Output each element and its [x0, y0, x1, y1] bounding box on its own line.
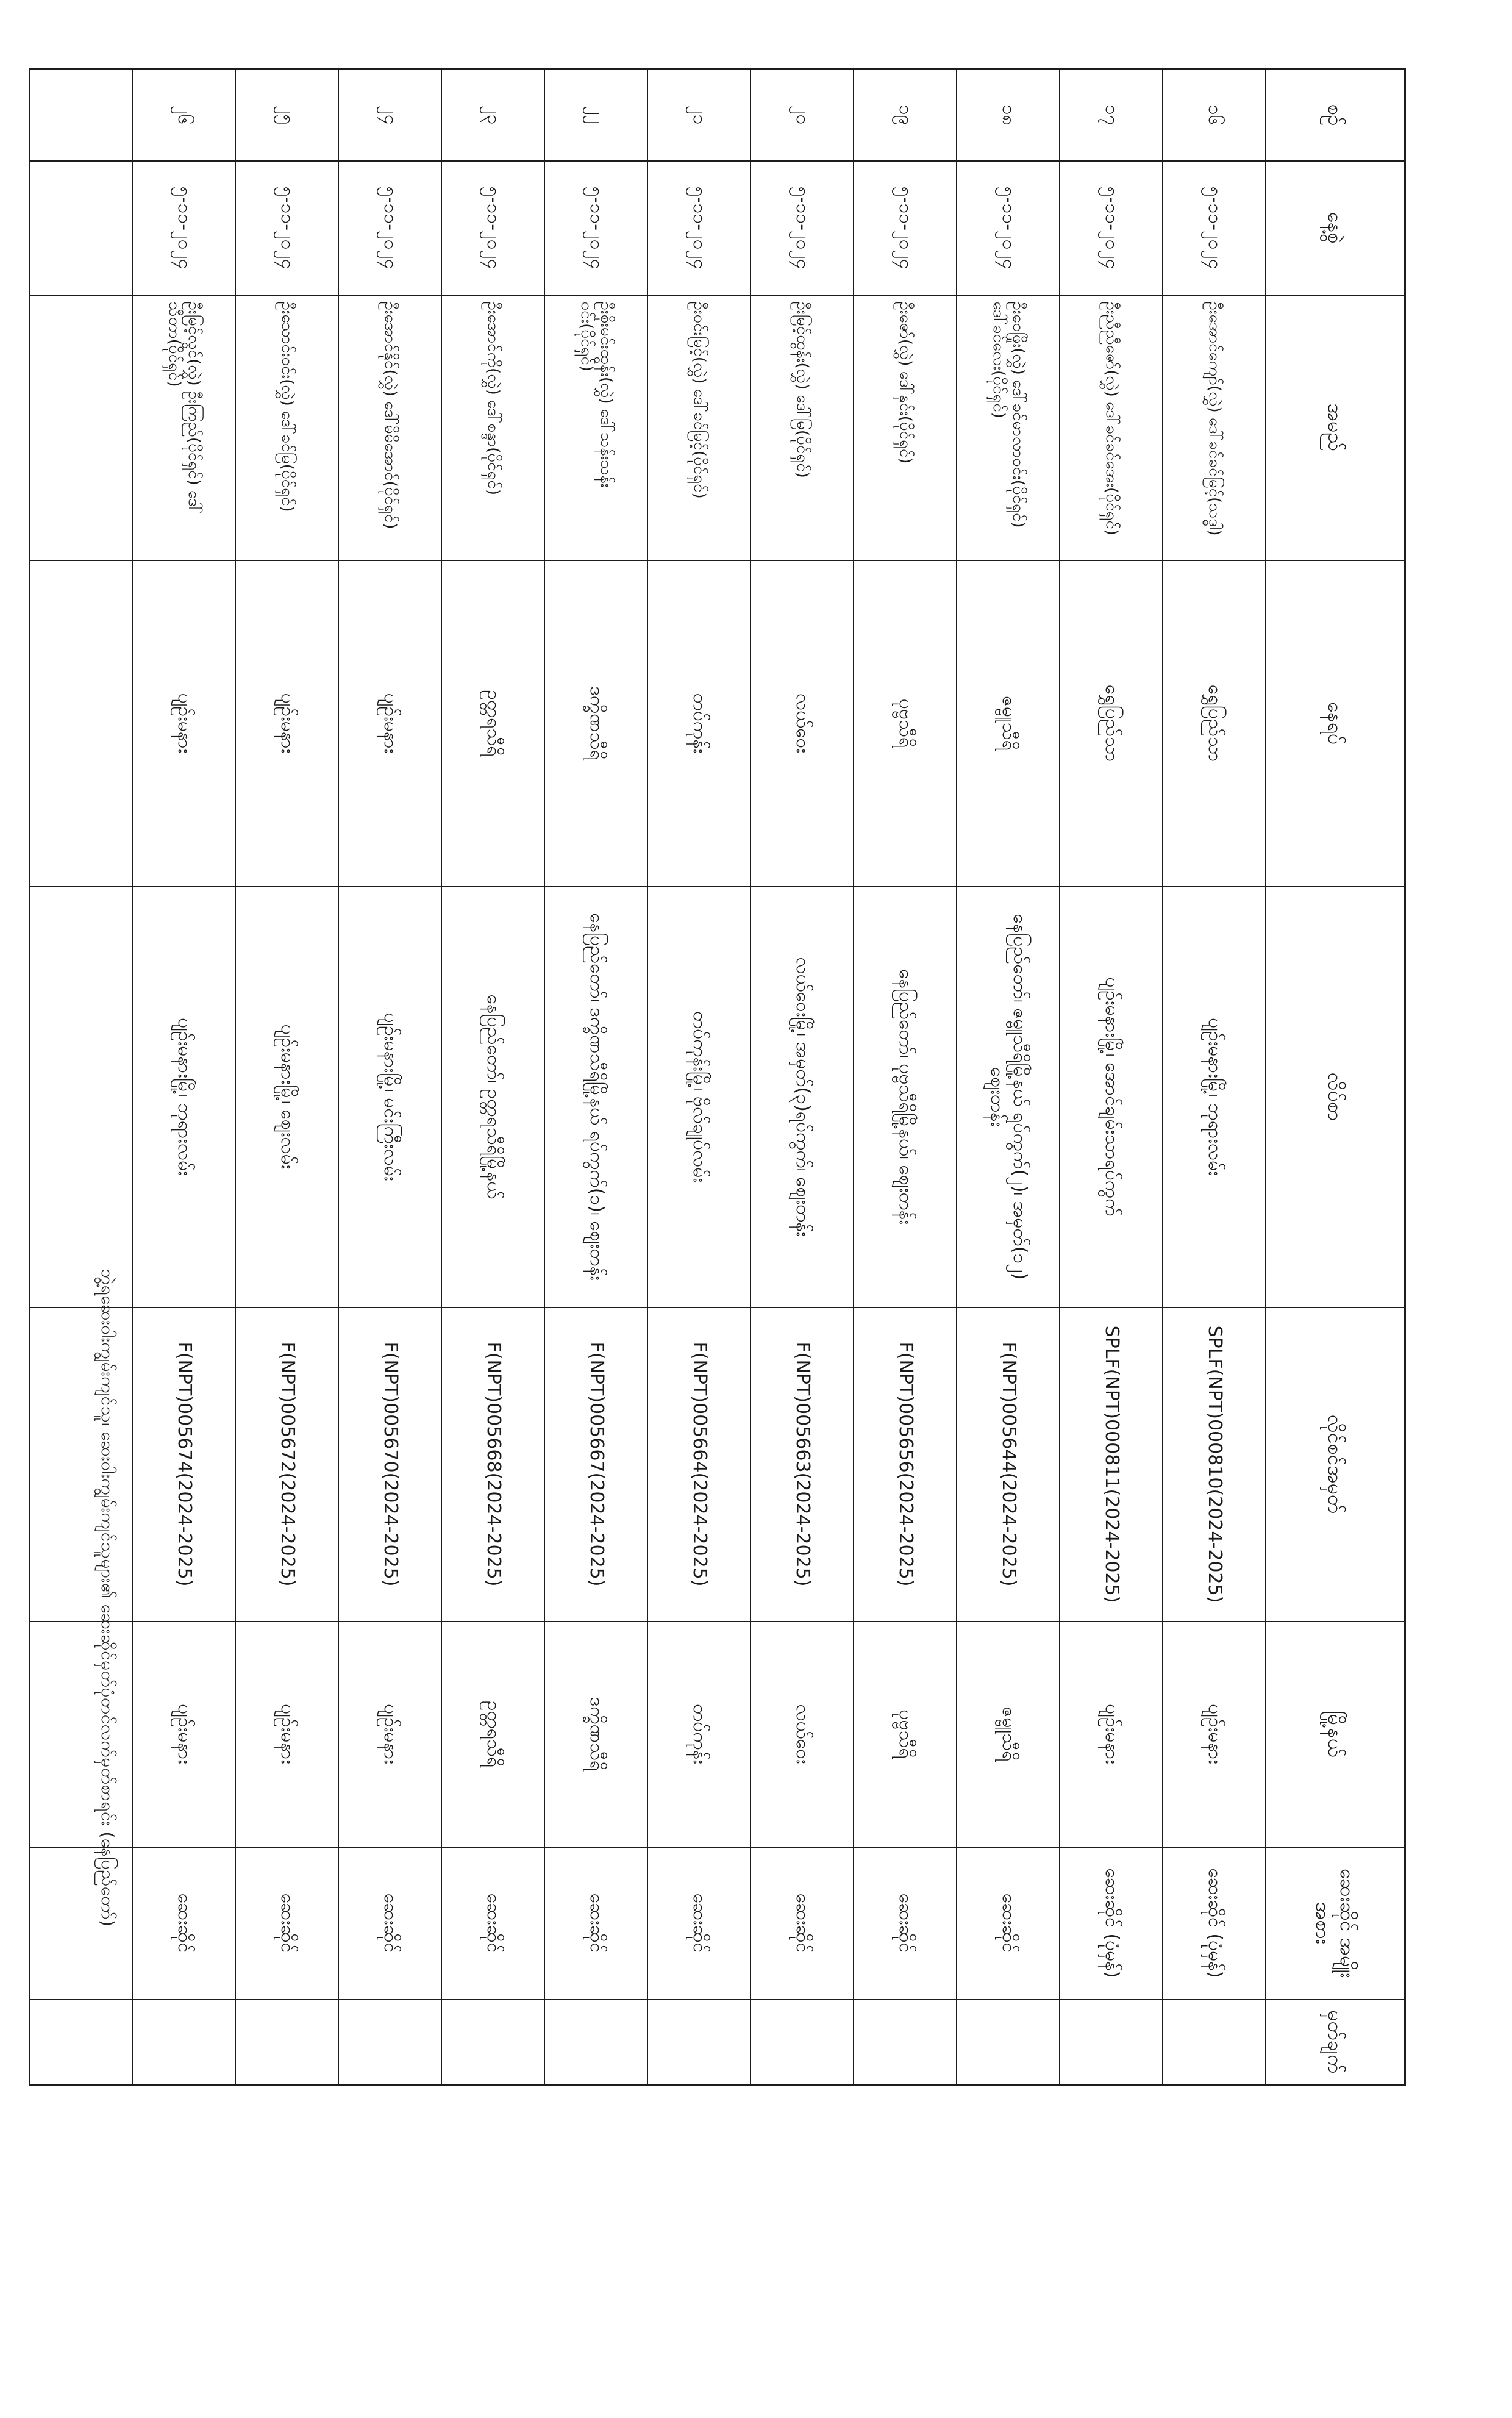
cell-permit: F(NPT)005663(2024-2025) [751, 1307, 854, 1622]
cell-no: ၁၉ [854, 70, 957, 161]
table-row [545, 70, 648, 2085]
cell-place: ပျဉ်းမနားမြို့၊ အောင်ချမ်းသာရပ်ကွက် [1060, 887, 1163, 1307]
table-row [854, 70, 957, 2085]
table-row [1060, 70, 1163, 2085]
cell-place: ပျဉ်းမနားမြို့၊ ဘုရားလမ်း [133, 887, 236, 1307]
cell-date: ၅-၁၁-၂၀၂၄ [648, 161, 751, 295]
cell-township: ပျဉ်းမနား [1060, 1622, 1163, 1847]
table-row [339, 70, 442, 2085]
cell-township [30, 1622, 133, 1847]
cell-date: ၅-၁၁-၂၀၂၄ [1163, 161, 1266, 295]
cell-permit: F(NPT)005674(2024-2025) [133, 1307, 236, 1622]
cell-type: ဆေးဆိုင် [133, 1847, 236, 2000]
header-type: ဆေးဆိုင် အမျိုးအစား [1266, 1847, 1405, 2000]
cell-permit: F(NPT)005668(2024-2025) [442, 1307, 545, 1622]
cell-type: ဆေးဆိုင် [957, 1847, 1060, 2000]
cell-remark [133, 2000, 236, 2085]
cell-name: ဦးမြင့်ထွန်း(လွှဲ) ဒေါ်မြ(ပိုင်ရှင်) [751, 295, 854, 560]
cell-remark [1060, 2000, 1163, 2085]
cell-address: ဒက္ခိဏသီရိ [545, 560, 648, 887]
cell-township: ပုဗ္ဗသီရိ [854, 1622, 957, 1847]
cell-address: ပျဉ်းမနား [133, 560, 236, 887]
cell-township: ဒက္ခိဏသီရိ [545, 1622, 648, 1847]
cell-type: ဆေးဆိုင် [236, 1847, 339, 2000]
cell-type: ဆေးဆိုင် [339, 1847, 442, 2000]
cell-place: နေပြည်တော်၊ ဥတ္တရသီရိမြို့နယ် [442, 887, 545, 1307]
header-remark: မှတ်ချက် [1266, 2000, 1405, 2085]
cell-remark [339, 2000, 442, 2085]
cell-type: ဆေးဆိုင် (ပုံမှန်) [1060, 1847, 1163, 2000]
cell-no: ၂၁ [648, 70, 751, 161]
cell-type: ဆေးဆိုင် [751, 1847, 854, 2000]
document-title: ဘွဲ့ရဆေးဝါးကျွမ်းကျင်သူ၊ ဆေးဝါးကျွမ်းကျင်သူများ၏ ဆေးဆိုင်မှတ်ပုံတင်လက်မှတ်စာရင်း (နေပြည်တော်) [98, 1268, 118, 1927]
cell-date: ၅-၁၁-၂၀၂၄ [133, 161, 236, 295]
cell-date: ၅-၁၁-၂၀၂၄ [545, 161, 648, 295]
cell-permit: F(NPT)005672(2024-2025) [236, 1307, 339, 1622]
cell-permit: F(NPT)005667(2024-2025) [545, 1307, 648, 1622]
table-row [442, 70, 545, 2085]
cell-date: ၅-၁၁-၂၀၂၄ [854, 161, 957, 295]
header-no: စဉ် [1266, 70, 1405, 161]
header-date: နေ့စွဲ [1266, 161, 1405, 295]
cell-township: ဥတ္တရသီရိ [442, 1622, 545, 1847]
cell-date: ၅-၁၁-၂၀၂၄ [957, 161, 1060, 295]
cell-place: ပျဉ်းမနားမြို့၊ မင်းကြီးလမ်း [339, 887, 442, 1307]
cell-remark [545, 2000, 648, 2085]
cell-address: ပျဉ်းမနား [339, 560, 442, 887]
cell-remark [854, 2000, 957, 2085]
cell-name: ဦးညီညီဇော်(လွှဲ) ဒေါ်ခင်ခင်အေး(ပိုင်ရှင်) [1060, 295, 1163, 560]
cell-remark [648, 2000, 751, 2085]
cell-township: ပျဉ်းမနား [236, 1622, 339, 1847]
cell-type: ဆေးဆိုင် [648, 1847, 751, 2000]
cell-name: ဦးဝင်းမြင့်(လွှဲ) ဒေါ်ခင်မြင့်(ပိုင်ရှင်) [648, 295, 751, 560]
cell-address: ဇမ္ဗူသီရိ [957, 560, 1060, 887]
cell-no: ၂၀ [751, 70, 854, 161]
cell-permit: F(NPT)005664(2024-2025) [648, 1307, 751, 1622]
cell-permit [30, 1307, 133, 1622]
table-row [1163, 70, 1266, 2085]
cell-remark [751, 2000, 854, 2085]
cell-remark [236, 2000, 339, 2085]
cell-permit: SPLF(NPT)000810(2024-2025) [1163, 1307, 1266, 1622]
cell-remark [1163, 2000, 1266, 2085]
cell-no: ၂၄ [339, 70, 442, 161]
cell-place: နေပြည်တော်၊ ဒက္ခိဏသီရိမြို့နယ် ရပ်ကွက်(၁)၊ ဈေးတန်း [545, 887, 648, 1307]
cell-permit: F(NPT)005656(2024-2025) [854, 1307, 957, 1622]
header-row [1266, 70, 1405, 2085]
cell-remark [30, 2000, 133, 2085]
cell-township: ပျဉ်းမနား [1163, 1622, 1266, 1847]
header-place: လိပ်စာ [1266, 887, 1405, 1307]
cell-township: ဇမ္ဗူသီရိ [957, 1622, 1060, 1847]
cell-place: နေပြည်တော်၊ ပုဗ္ဗသီရိမြို့နယ်၊ ဈေးတန်း [854, 887, 957, 1307]
cell-address: လယ်ဝေး [751, 560, 854, 887]
cell-place: ပျဉ်းမနားမြို့၊ ဘုရားလမ်း [1163, 887, 1266, 1307]
cell-place: နေပြည်တော်၊ ဇမ္ဗူသီရိမြို့နယ် ရပ်ကွက်(၂)၊ အမှတ်(၁၂) ဈေးတန်း [957, 887, 1060, 1307]
table-row [648, 70, 751, 2085]
cell-type: ဆေးဆိုင် [442, 1847, 545, 2000]
cell-township: ပျဉ်းမနား [339, 1622, 442, 1847]
header-address: နေရပ် [1266, 560, 1405, 887]
table-row [751, 70, 854, 2085]
cell-name: ဦးစိုးမင်းထွန်း(လွှဲ) ဒေါ်သန်းသန်းဝင်း(ပိုင်ရှင်) [545, 295, 648, 560]
cell-name: ဦးမြင့်လွင်(လွှဲ) ဦးကြည်(ပိုင်ရှင်) ဒေါ်သီတာ(ပိုင်ရှင်) [133, 295, 236, 560]
cell-place: လယ်ဝေးမြို့၊ အမှတ်(၃)ရပ်ကွက်၊ ဈေးတန်း [751, 887, 854, 1307]
cell-name: ဦးဇော်(လွှဲ) ဒေါ်နှင်း(ပိုင်ရှင်) [854, 295, 957, 560]
cell-place [30, 887, 133, 1307]
cell-township: လယ်ဝေး [751, 1622, 854, 1847]
cell-no: ၁၆ [1163, 70, 1266, 161]
cell-date: ၅-၁၁-၂၀၂၄ [1060, 161, 1163, 295]
table-row [957, 70, 1060, 2085]
cell-remark [957, 2000, 1060, 2085]
cell-date: ၅-၁၁-၂၀၂၄ [236, 161, 339, 295]
cell-no [30, 70, 133, 161]
cell-address: ဥတ္တရသီရိ [442, 560, 545, 887]
cell-remark [442, 2000, 545, 2085]
cell-place: တပ်ကုန်းမြို့၊ ဗိုလ်ချုပ်လမ်း [648, 887, 751, 1307]
cell-name: ဦးအောင်ကျော်(လွှဲ) ဒေါ်ခင်ခင်မြင့်(သဒ္ဓါ) [1163, 295, 1266, 560]
header-name: အမည် [1266, 295, 1405, 560]
cell-township: ပျဉ်းမနား [133, 1622, 236, 1847]
cell-date: ၅-၁၁-၂၀၂၄ [751, 161, 854, 295]
cell-address: ပျဉ်းမနား [236, 560, 339, 887]
register-table [29, 68, 1406, 2086]
cell-type: ဆေးဆိုင် [854, 1847, 957, 2000]
cell-name [30, 295, 133, 560]
cell-type [30, 1847, 133, 2000]
cell-permit: SPLF(NPT)000811(2024-2025) [1060, 1307, 1163, 1622]
cell-no: ၁၇ [1060, 70, 1163, 161]
cell-place: ပျဉ်းမနားမြို့၊ ဈေးလမ်း [236, 887, 339, 1307]
table-row [236, 70, 339, 2085]
cell-no: ၁၈ [957, 70, 1060, 161]
cell-date: ၅-၁၁-၂၀၂၄ [339, 161, 442, 295]
cell-name: ဦးဝေဖြိုး(လွှဲ) ဒေါ်ခင်မာလာဝင်း(ပိုင်ရှင်) ဒေါ်ခင်လေး(ပိုင်ရှင်) [957, 295, 1060, 560]
cell-type: ဆေးဆိုင် [545, 1847, 648, 2000]
cell-address [30, 560, 133, 887]
cell-no: ၂၃ [442, 70, 545, 161]
cell-date [30, 161, 133, 295]
cell-no: ၂၂ [545, 70, 648, 161]
cell-type: ဆေးဆိုင် (ပုံမှန်) [1163, 1847, 1266, 2000]
cell-no: ၂၆ [133, 70, 236, 161]
cell-date: ၅-၁၁-၂၀၂၄ [442, 161, 545, 295]
cell-permit: F(NPT)005670(2024-2025) [339, 1307, 442, 1622]
header-township: မြို့နယ် [1266, 1622, 1405, 1847]
cell-address: ရွှေပြည်သာ [1060, 560, 1163, 887]
table-row [133, 70, 236, 2085]
table-row-empty [30, 70, 133, 2085]
cell-name: ဦးအောင်ကို(လွှဲ) ဒေါ်စန္ဒာ(ပိုင်ရှင်) [442, 295, 545, 560]
cell-address: တပ်ကုန်း [648, 560, 751, 887]
cell-permit: F(NPT)005644(2024-2025) [957, 1307, 1060, 1622]
header-permit: လိုင်စင်အမှတ် [1266, 1307, 1405, 1622]
cell-no: ၂၅ [236, 70, 339, 161]
cell-township: တပ်ကုန်း [648, 1622, 751, 1847]
cell-address: ပုဗ္ဗသီရိ [854, 560, 957, 887]
cell-address: ရွှေပြည်သာ [1163, 560, 1266, 887]
cell-name: ဦးသောင်းဝင်း(လွှဲ) ဒေါ်ခင်မြ(ပိုင်ရှင်) [236, 295, 339, 560]
cell-name: ဦးအောင်နိုင်(လွှဲ) ဒေါ်မိမိအောင်(ပိုင်ရှင်) [339, 295, 442, 560]
